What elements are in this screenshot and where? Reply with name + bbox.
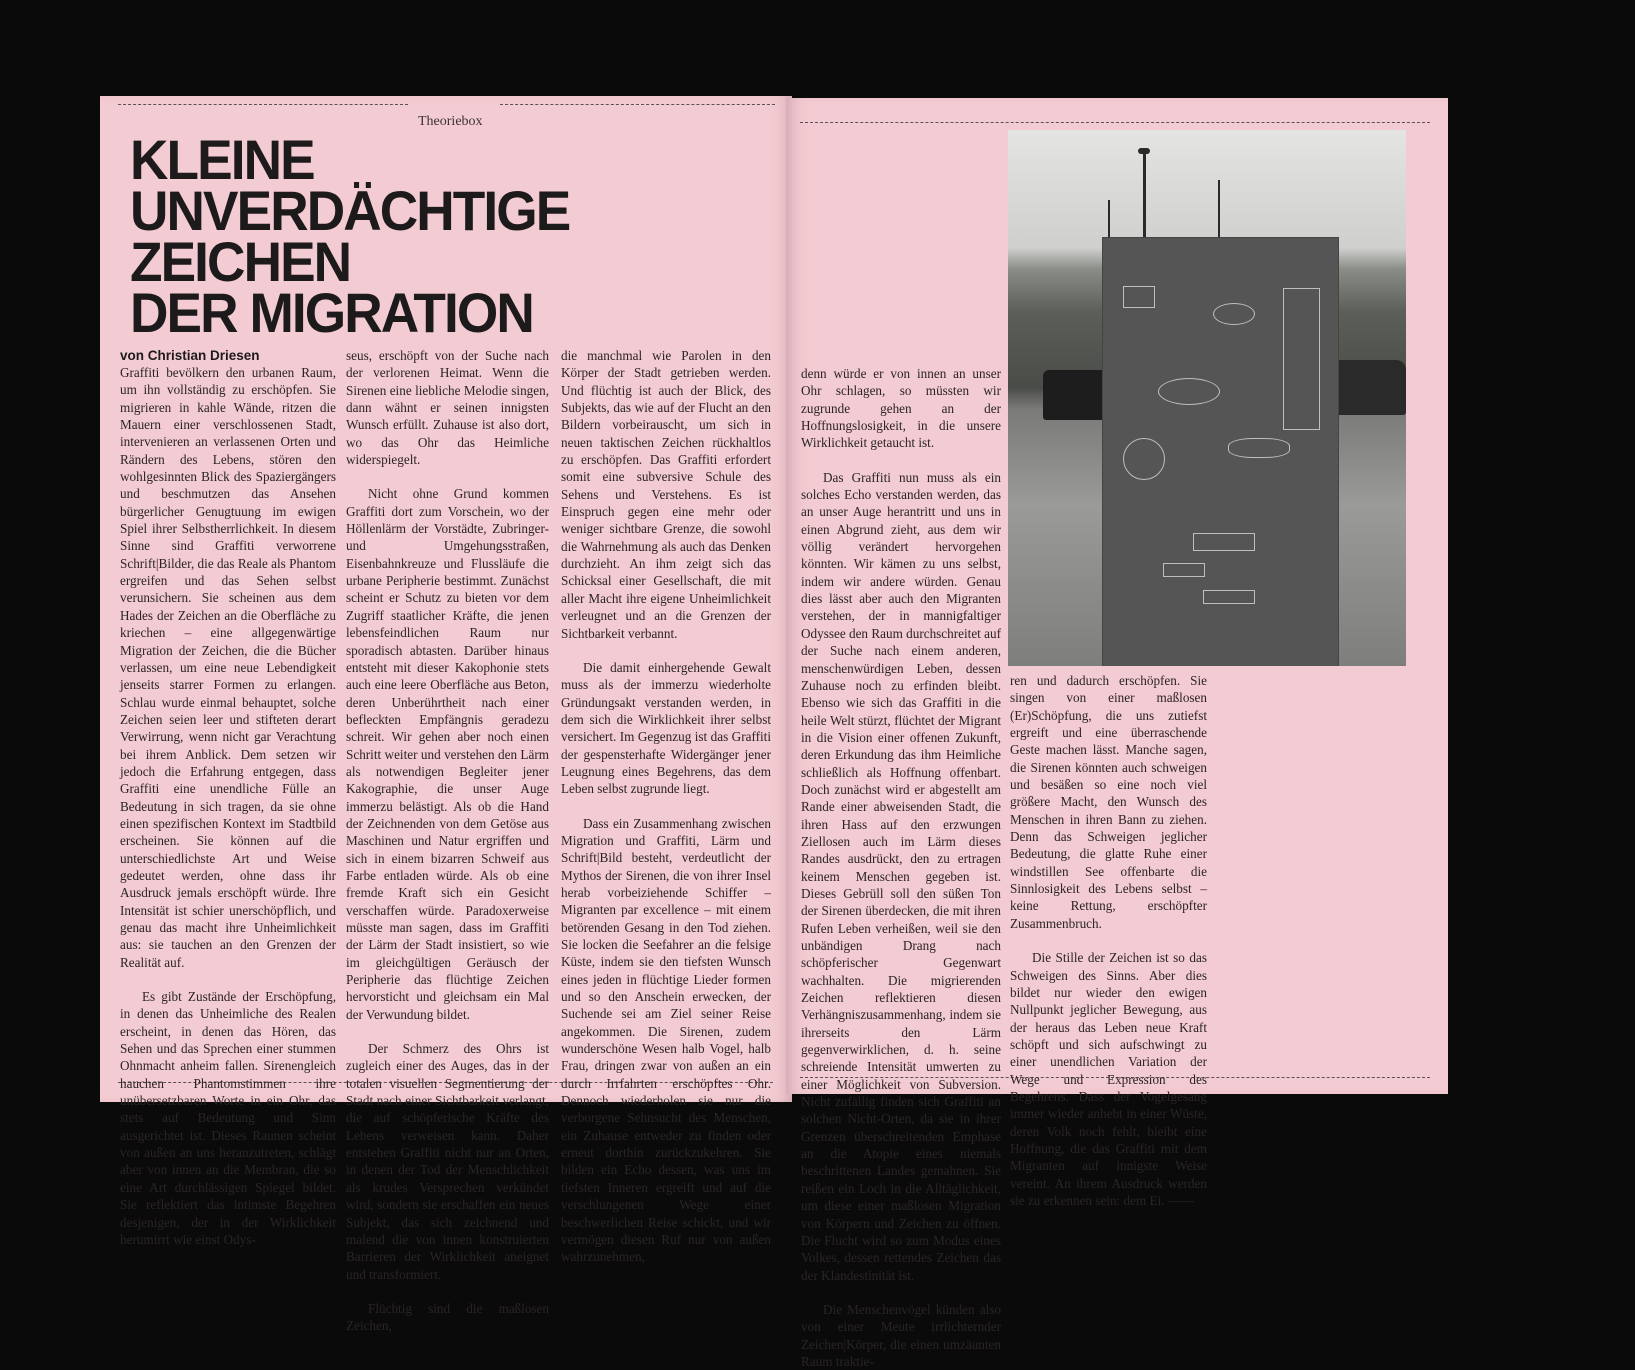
paragraph: Die Stille der Zeichen ist so das Schweigen des Sinns. Aber dies bildet nur wieder den ewigen Nullpunkt jeglicher Bewegung, aus der heraus das Leben neue Kraft schöpft und sich aufschwingt zu einer unendlichen Variation der Wege und Expression des Begehrens. Dass der Vogelgesang immer wieder anhebt in einer Wüste, deren Volk noch fehlt, bleibt eine Hoffnung, die das Graffiti mit dem Migranten auf innigste Weise vereint. An ihrem Ausdruck werden sie zu erkennen sein: dem Ei. —— bbox=[1010, 950, 1207, 1208]
left-column-2 bbox=[346, 347, 549, 1335]
paragraph: ren und dadurch erschöpfen. Sie singen von einer maßlosen (Er)Schöpfung, die uns zutiefst ergreift und eine überraschende Geste machen lässt. Manche sagen, die Sirenen könnten auch schweigen und besäßen so eine noch viel größere Macht, den Wunsch des Menschen in ihren Bann zu ziehen. Denn das Schweigen jeglicher Bedeutung, die glatte Ruhe einer windstillen See offenbarte die Sinnlosigkeit des Lebens selbst – keine Rettung, erschöpfter Zusammenbruch. bbox=[1010, 673, 1207, 931]
lamp-head bbox=[1138, 148, 1150, 154]
chalk-drawing bbox=[1213, 303, 1255, 325]
paragraph: Die damit einhergehende Gewalt muss als der immerzu wiederholte Gründungsakt verstanden werden, in dem sich die Wirklichkeit ihrer selbst versichert. Im Gegenzug ist das Graffiti der gespensterhafte Widergänger jener Leugnung eines Begehrens, das dem Leben selbst zugrunde liegt. bbox=[561, 659, 771, 797]
paragraph: Die Menschenvögel künden also von einer Meute irrlichternder Zeichen|Körper, die einen umzäunten Raum traktie- bbox=[801, 1301, 1001, 1369]
title-line: ZEICHEN bbox=[130, 230, 351, 293]
right-column-1 bbox=[801, 365, 1001, 1370]
right-column-2 bbox=[1010, 672, 1207, 1209]
title-line: KLEINE bbox=[130, 128, 314, 191]
paragraph: Der Schmerz des Ohrs ist zugleich einer des Auges, das in der totalen visuellen Segmentierung der Stadt nach einer Sichtbarkeit verlangt, die auf schöpferische Kräfte des Lebens verweisen kann. Daher entstehen Graffiti nicht nur an Orten, in denen der Tod der Menschlichkeit als krudes Versprechen verkündet wird, sondern sie erschaffen ein neues Subjekt, das sich zeichnend und malend die von innen konstruierten Barrieren der Wirklichkeit aneignet und transformiert. bbox=[346, 1041, 549, 1282]
chalk-drawing bbox=[1228, 438, 1290, 458]
left-column-3 bbox=[561, 347, 771, 1266]
paragraph: Das Graffiti nun muss als ein solches Echo verstanden werden, das an unser Auge herantritt und uns in einen Abgrund zieht, aus dem wir völlig verändert hervorgehen könnten. Wir kämen zu uns selbst, indem wir andere würden. Genau dies lässt aber auch den Migranten verstehen, der in mannigfaltiger Odyssee den Raum durchschreitet auf der Suche nach einem anderen, menschenwürdigen Leben, dessen Zuhause noch zu erfinden bleibt. Ebenso wie sich das Graffiti in die heile Welt stürzt, flüchtet der Migrant in die Vision einer offenen Zukunft, deren Erkundung das ihm Heimliche schließlich als Hoffnung offenbart. Doch zunächst wird er abgestellt am Rande einer abweisenden Stadt, die ihren Hass auf den erzwungen Ziellosen auch im Lärm dieses Randes ausdrückt, den zu ertragen keinem Menschen gegeben ist. Dieses Gebrüll soll den süßen Ton der Sirenen überdecken, die mit ihren Rufen Leben verheißen, weil sie den unbändigen Drang nach schöpferischer Gegenwart wachhalten. Die migrierenden Zeichen reflektieren diesen Verhängniszusammenhang, indem sie ihrerseits den Lärm gegenverwirklichen, d. h. seine schreiende Intensität umwerten zu einer Möglichkeit von Subversion. Nicht zufällig finden sich Graffiti an solchen Nicht-Orten, da sie in ihrer Grenzen überschreitenden Emphase an die Atopie eines niemals beschrittenen Landes gemahnen. Sie reißen ein Loch in die Alltäglichkeit, um diese einer maßlosen Migration von Körpern und Zeichen zu öffnen. Die Flucht wird so zum Modus eines Volkes, dessen rettendes Zeichen das der Klandestinität ist. bbox=[801, 469, 1001, 1283]
paragraph: seus, erschöpft von der Suche nach der verlorenen Heimat. Wenn die Sirenen eine liebliche Melodie singen, dann wähnt er seinen innigsten Wunsch erfüllt. Zuhause ist also dort, wo das Ohr das Heimliche widerspiegelt. bbox=[346, 348, 549, 468]
section-label: Theoriebox bbox=[418, 114, 483, 129]
chalk-drawing bbox=[1158, 378, 1220, 405]
graffiti-board-photo bbox=[1008, 130, 1406, 666]
article-title bbox=[130, 128, 570, 344]
chalk-drawing bbox=[1193, 533, 1255, 551]
paragraph: die manchmal wie Parolen in den Körper der Stadt getrieben werden. Und flüchtig ist auch der Blick, des Subjekts, das wie auf der Flucht an den Bildern vorbeirauscht, um sich in neuen taktischen Zeichen rückhaltlos zu erschöpfen. Das Graffiti erfordert somit eine subversive Schule des Sehens und Verstehens. Es ist Einspruch gegen eine mehr oder weniger sichtbare Grenze, die sowohl die Wahrnehmung als auch das Denken durchzieht. An ihm zeigt sich das Schicksal einer Gesellschaft, die mit aller Macht ihre eigene Unheimlichkeit verleugnet und an die Grenzen der Sichtbarkeit verbannt. bbox=[561, 348, 771, 641]
chalk-drawing bbox=[1123, 438, 1165, 480]
title-line: UNVERDÄCHTIGE bbox=[130, 179, 570, 242]
chalk-drawing bbox=[1163, 563, 1205, 577]
car bbox=[1328, 360, 1406, 415]
left-column-1 bbox=[120, 347, 336, 1248]
byline: von Christian Driesen bbox=[120, 348, 260, 363]
top-dashed-rule-right bbox=[800, 122, 1430, 123]
paragraph: Graffiti bevölkern den urbanen Raum, um ihn vollständig zu erschöpfen. Sie migrieren in kahle Wände, ritzen die Mauern einer verschlossenen Stadt, intervenieren an verlassenen Orten und Rändern des Lebens, stören den wohlgesinnten Blick des Spaziergängers und beschmutzen das Ansehen bürgerlicher Genugtuung im ewigen Spiel ihrer Selbstherrlichkeit. In diesem Sinne sind Graffiti verworrene Schrift|Bilder, die das Reale als Phantom ergreifen und das Sehen selbst verunsichern. Sie scheinen aus dem Hades der Zeichen an die Oberfläche zu kriechen – eine allgegenwärtige Migration der Zeichen, die die Bücher verlassen, um eine neue Lebendigkeit jenseits starrer Formen zu erlangen. Schlau wurde einmal behauptet, solche Zeichen seien leer und stifteten derart Verwirrung, wenn nicht gar Verachtung bei ihrem Anblick. Dem setzen wir jedoch die Erfahrung entgegen, dass Graffiti eine unendliche Fülle an Bedeutung in sich tragen, da sie ohne einen spezifischen Kontext im Stadtbild erscheinen. Sie können auf die unterschiedlichste Art und Weise gedeutet werden, ohne dass ihr Ausdruck jemals erschöpft würde. Ihre Intensität ist schier unerschöpflich, und genau das macht ihre Unheimlichkeit aus: sie tauchen an den Grenzen der Realität auf. bbox=[120, 365, 336, 970]
paragraph: Nicht ohne Grund kommen Graffiti dort zum Vorschein, wo der Höllenlärm der Vorstädte, Zubringer- und Umgehungsstraßen, Eisenbahnkreuze und Flussläufe die urbane Peripherie bestimmt. Zunächst scheint er Schutz zu bieten vor dem Zugriff staatlicher Kräfte, die jenen lebensfeindlichen Raum nur sporadisch abtasten. Darüber hinaus entsteht mit dieser Kakophonie stets auch eine leere Oberfläche aus Beton, deren Unberührtheit nach einer befleckten Empfängnis geradezu schreit. Wir gehen aber noch einen Schritt weiter und verstehen den Lärm als notwendigen Begleiter jener Kakographie, die unser Auge immerzu belästigt. Als ob die Hand der Zeichnenden von dem Getöse aus Maschinen und Natur ergriffen und sich in einem bizarren Schweif aus Farbe entladen würde. Als ob eine fremde Kraft sich ein Gesicht verschaffen würde. Paradoxerweise müsste man sagen, dass im Graffiti der Lärm der Stadt insistiert, so wie im gleichgültigen Geräusch der Peripherie das flüchtige Zeichen hervorsticht und gleichsam ein Mal der Verwundung bildet. bbox=[346, 486, 549, 1022]
paragraph: denn würde er von innen an unser Ohr schlagen, so müssten wir zugrunde gehen an der Hoffnungslosigkeit, in die unsere Wirklichkeit getaucht ist. bbox=[801, 366, 1001, 451]
title-line: DER MIGRATION bbox=[130, 281, 533, 344]
paragraph: Es gibt Zustände der Erschöpfung, in denen das Unheimliche des Realen erscheint, in denen das Hören, das Sehen und das Sprechen einer stummen Ohnmacht anheim fallen. Sirenengleich hauchen Phantomstimmen ihre unübersetzbaren Worte in ein Ohr, das stets auf Bedeutung und Sinn ausgerichtet ist. Dieses Raunen scheint von außen an uns heranzutreten, schlägt aber von innen an die Membran, die so eine Art durchlässigen Spiegel bildet. Sie reflektiert das intimste Begehren desjenigen, der in der Wirklichkeit herumirrt wie einst Odys- bbox=[120, 989, 336, 1247]
paragraph: Flüchtig sind die maßlosen Zeichen, bbox=[346, 1300, 549, 1334]
top-dashed-rule-left bbox=[118, 104, 408, 105]
chalkboard bbox=[1103, 238, 1338, 666]
chalk-drawing bbox=[1283, 288, 1320, 430]
top-dashed-rule-left-2 bbox=[500, 104, 775, 105]
chalk-drawing bbox=[1123, 286, 1155, 308]
chalk-drawing bbox=[1203, 590, 1255, 604]
paragraph: Dass ein Zusammenhang zwischen Migration und Graffiti, Lärm und Schrift|Bild besteht, verdeutlicht der Mythos der Sirenen, die von ihrer Insel herab vorbeiziehende Schiffer – Migranten par excellence – mit einem betörenden Gesang in den Tod ziehen. Sie locken die Seefahrer an die felsige Küste, indem sie den tiefsten Wunsch eines jeden in flüchtige Lieder formen und so den Anschein erwecken, der Suchende sei am Ziel seiner Reise angekommen. Die Sirenen, zudem wunderschöne Wesen halb Vogel, halb Frau, dringen zwar von außen an ein durch Irrfahrten erschöpftes Ohr. Dennoch wiederholen sie nur die verborgene Sehnsucht des Menschen, ein Zuhause entweder zu finden oder erneut dorthin zurückzukehren. Sie bilden ein Echo dessen, was uns im tiefsten Inneren ergreift und auf die verschlungenen Wege einer beschwerlichen Reise schickt, und wir vermögen diesen Ruf nur von außen wahrzunehmen, bbox=[561, 815, 771, 1265]
